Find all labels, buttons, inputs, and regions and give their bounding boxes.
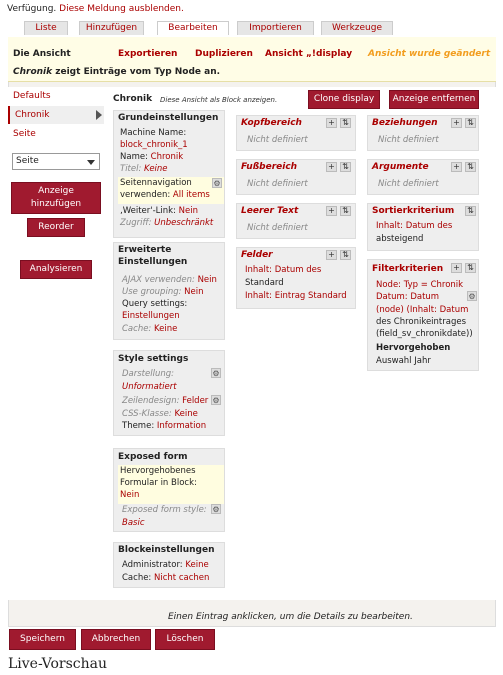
tab-bar bbox=[0, 19, 503, 37]
exposed-form-section bbox=[113, 448, 225, 532]
sidebar-item-seite[interactable]: Seite bbox=[8, 125, 104, 143]
header-area-empty: Nicht definiert bbox=[247, 135, 308, 145]
exposed-line-1: Hervorgehobenes bbox=[120, 466, 196, 476]
ajax-setting[interactable] bbox=[122, 275, 217, 285]
filter-item-date[interactable]: Datum: Datum bbox=[376, 292, 440, 302]
footer-area-empty: Nicht definiert bbox=[247, 179, 308, 189]
block-admin-label: Administrator: bbox=[122, 560, 183, 570]
block-cache-value: Nicht cachen bbox=[154, 573, 210, 583]
filter-item-date-detail-3: (field_sv_chronikdate)) bbox=[376, 329, 473, 339]
exposed-block-setting[interactable] bbox=[118, 465, 224, 504]
sort-icon[interactable]: ⇅ bbox=[340, 206, 351, 216]
access-label: Zugriff: bbox=[120, 218, 152, 228]
field-item-date[interactable]: Inhalt: Datum des bbox=[245, 265, 322, 275]
cache-label: Cache: bbox=[122, 324, 152, 334]
display-title: Chronik bbox=[113, 94, 153, 104]
theme-label: Theme: bbox=[122, 421, 155, 431]
hide-message-link[interactable]: Diese Meldung ausblenden. bbox=[59, 4, 184, 14]
title-value: Keine bbox=[144, 164, 168, 174]
arguments-title: Argumente bbox=[372, 162, 429, 172]
row-style-value: Felder bbox=[182, 396, 209, 406]
more-link-label: ‚Weiter'-Link: bbox=[120, 206, 176, 216]
field-item-date-standard: Standard bbox=[245, 278, 284, 288]
fields-title: Felder bbox=[241, 250, 273, 260]
status-text: Verfügung. bbox=[7, 4, 57, 14]
exposed-form-title: Exposed form bbox=[118, 452, 188, 462]
status-message bbox=[7, 4, 184, 14]
access-value: Unbeschränkt bbox=[154, 218, 214, 228]
relationships-title: Beziehungen bbox=[372, 118, 438, 128]
field-item-entry[interactable]: Inhalt: Eintrag Standard bbox=[245, 291, 347, 301]
gear-icon[interactable]: ⚙ bbox=[212, 396, 220, 405]
sort-item-date[interactable]: Inhalt: Datum des bbox=[376, 221, 453, 231]
display-type-select[interactable] bbox=[12, 153, 100, 170]
footer-area-section bbox=[236, 159, 356, 195]
grouping-value: Nein bbox=[184, 287, 204, 297]
empty-text-title: Leerer Text bbox=[241, 206, 299, 216]
grouping-setting[interactable] bbox=[122, 287, 204, 297]
display-hint: Diese Ansicht als Block anzeigen. bbox=[160, 96, 278, 104]
plus-icon[interactable]: + bbox=[451, 118, 462, 128]
exposed-value: Nein bbox=[120, 490, 140, 500]
filter-item-type[interactable]: Node: Typ = Chronik bbox=[376, 280, 464, 290]
relationships-section bbox=[367, 115, 479, 151]
edit-hint: Einen Eintrag anklicken, um die Details zu bearbeiten. bbox=[168, 612, 413, 622]
cache-setting[interactable] bbox=[122, 324, 177, 334]
ajax-value: Nein bbox=[197, 275, 217, 285]
fields-section bbox=[236, 247, 356, 309]
sort-icon[interactable]: ⇅ bbox=[340, 162, 351, 172]
cache-value: Keine bbox=[154, 324, 178, 334]
live-preview-heading: Live-Vorschau bbox=[8, 656, 108, 672]
pager-label-2: verwenden: bbox=[120, 190, 171, 200]
tab-importieren[interactable]: Importieren bbox=[237, 21, 314, 35]
exposed-style-label-text: Exposed form style: bbox=[122, 505, 207, 515]
header-area-title: Kopfbereich bbox=[241, 118, 302, 128]
arguments-section bbox=[367, 159, 479, 195]
gear-icon[interactable]: ⚙ bbox=[468, 292, 476, 301]
css-class-setting[interactable] bbox=[122, 409, 198, 419]
advanced-settings-section bbox=[113, 242, 225, 340]
more-link-setting[interactable] bbox=[120, 206, 198, 216]
ajax-label: AJAX verwenden: bbox=[122, 275, 195, 285]
duplicate-link[interactable]: Duplizieren bbox=[195, 49, 253, 59]
sort-icon[interactable]: ⇅ bbox=[340, 250, 351, 260]
arrow-right-icon bbox=[96, 110, 102, 120]
chevron-down-icon bbox=[87, 160, 95, 165]
empty-text-section bbox=[236, 203, 356, 239]
css-class-label: CSS-Klasse: bbox=[122, 409, 172, 419]
remove-display-button[interactable]: Anzeige entfernen bbox=[389, 90, 479, 109]
pager-setting[interactable] bbox=[118, 177, 224, 204]
block-cache-label: Cache: bbox=[122, 573, 152, 583]
filter-criteria-section bbox=[367, 259, 479, 371]
advanced-title-2: Einstellungen bbox=[118, 257, 188, 267]
block-settings-section bbox=[113, 542, 225, 588]
machine-name[interactable] bbox=[120, 128, 186, 138]
advanced-title-1: Erweiterte bbox=[118, 245, 172, 255]
view-changed-notice: Ansicht wurde geändert bbox=[368, 49, 491, 59]
clone-display-button[interactable]: Clone display bbox=[308, 90, 380, 109]
add-display-button[interactable]: Anzeige hinzufügen bbox=[11, 182, 101, 214]
relationships-empty: Nicht definiert bbox=[378, 135, 439, 145]
name-setting[interactable] bbox=[120, 152, 183, 162]
display-format-value[interactable]: Unformatiert bbox=[122, 382, 177, 392]
basic-settings-section bbox=[113, 110, 225, 238]
arguments-empty: Nicht definiert bbox=[378, 179, 439, 189]
row-style-setting[interactable] bbox=[122, 396, 208, 406]
view-description bbox=[13, 67, 220, 77]
machine-name-value[interactable]: block_chronik_1 bbox=[120, 140, 188, 150]
sort-criteria-title: Sortierkriterium bbox=[372, 206, 455, 216]
block-admin-value: Keine bbox=[185, 560, 209, 570]
sort-icon[interactable]: ⇅ bbox=[465, 118, 476, 128]
exposed-style-value[interactable]: Basic bbox=[122, 518, 145, 528]
filter-item-date-detail-1: (node) (Inhalt: Datum bbox=[376, 305, 469, 315]
title-label: Titel: bbox=[120, 164, 142, 174]
pager-label-1: Seitennavigation bbox=[120, 178, 192, 188]
sort-item-direction: absteigend bbox=[376, 234, 424, 244]
name-label: Name: bbox=[120, 152, 148, 162]
view-header bbox=[8, 37, 496, 82]
tab-hinzufuegen[interactable]: Hinzufügen bbox=[79, 21, 144, 35]
sidebar-item-chronik-label: Chronik bbox=[15, 110, 50, 120]
display-format-label-text: Darstellung: bbox=[122, 369, 174, 379]
analyze-button[interactable]: Analysieren bbox=[20, 260, 92, 279]
cancel-button[interactable]: Abbrechen bbox=[81, 629, 151, 650]
tab-bearbeiten[interactable]: Bearbeiten bbox=[157, 21, 229, 35]
block-cache-setting[interactable] bbox=[122, 573, 209, 583]
gear-icon[interactable]: ⚙ bbox=[212, 505, 220, 514]
row-style-label: Zeilendesign: bbox=[122, 396, 180, 406]
query-settings-label: Query settings: bbox=[122, 299, 188, 309]
tab-liste[interactable]: Liste bbox=[24, 21, 68, 35]
exposed-style-label[interactable] bbox=[122, 505, 207, 515]
theme-value: Information bbox=[156, 421, 207, 431]
view-description-name: Chronik bbox=[13, 67, 53, 77]
sort-icon[interactable]: ⇅ bbox=[465, 263, 476, 273]
plus-icon[interactable]: + bbox=[326, 162, 337, 172]
grouping-label: Use grouping: bbox=[122, 287, 182, 297]
access-setting[interactable] bbox=[120, 218, 213, 228]
name-value: Chronik bbox=[150, 152, 184, 162]
sort-icon[interactable]: ⇅ bbox=[340, 118, 351, 128]
delete-button[interactable]: Löschen bbox=[155, 629, 215, 650]
gear-icon[interactable]: ⚙ bbox=[213, 179, 221, 188]
filter-criteria-title: Filterkriterien bbox=[372, 264, 444, 274]
plus-icon[interactable]: + bbox=[326, 206, 337, 216]
display-format-label[interactable] bbox=[122, 369, 174, 379]
filter-item-date-detail-2: des Chronikeintrages bbox=[376, 317, 467, 327]
header-area-section bbox=[236, 115, 356, 151]
view-description-text: zeigt Einträge vom Typ Node an. bbox=[52, 67, 221, 77]
sort-icon[interactable]: ⇅ bbox=[465, 206, 476, 216]
sort-criteria-section bbox=[367, 203, 479, 251]
gear-icon[interactable]: ⚙ bbox=[212, 369, 220, 378]
empty-text-empty: Nicht definiert bbox=[247, 223, 308, 233]
block-admin-setting[interactable] bbox=[122, 560, 209, 570]
plus-icon[interactable]: + bbox=[326, 250, 337, 260]
view-header-title: Die Ansicht bbox=[13, 49, 71, 59]
sort-icon[interactable]: ⇅ bbox=[465, 162, 476, 172]
view-display-link[interactable]: Ansicht „!display bbox=[265, 49, 353, 59]
export-link[interactable]: Exportieren bbox=[118, 49, 178, 59]
sidebar-item-chronik[interactable] bbox=[8, 106, 104, 124]
reorder-button[interactable]: Reorder bbox=[27, 218, 85, 237]
style-settings-title: Style settings bbox=[118, 354, 189, 364]
tab-werkzeuge[interactable]: Werkzeuge bbox=[321, 21, 393, 35]
style-settings-section bbox=[113, 350, 225, 436]
plus-icon[interactable]: + bbox=[451, 263, 462, 273]
save-button[interactable]: Speichern bbox=[9, 629, 76, 650]
filter-item-highlighted[interactable]: Hervorgehoben bbox=[376, 343, 451, 353]
basic-settings-title: Grundeinstellungen bbox=[118, 113, 219, 123]
exposed-line-2: Formular in Block: bbox=[120, 478, 197, 488]
filter-item-year[interactable]: Auswahl Jahr bbox=[376, 356, 431, 366]
css-class-value: Keine bbox=[174, 409, 198, 419]
more-link-value: Nein bbox=[178, 206, 198, 216]
sidebar-item-defaults[interactable]: Defaults bbox=[8, 87, 104, 105]
plus-icon[interactable]: + bbox=[451, 162, 462, 172]
footer-area-title: Fußbereich bbox=[241, 162, 298, 172]
display-type-value: Seite bbox=[16, 156, 39, 166]
pager-value: All items bbox=[172, 190, 210, 200]
block-settings-title: Blockeinstellungen bbox=[118, 545, 215, 555]
machine-name-label: Machine Name: bbox=[120, 128, 187, 138]
plus-icon[interactable]: + bbox=[326, 118, 337, 128]
query-settings-link[interactable]: Einstellungen bbox=[122, 311, 180, 321]
theme-setting[interactable] bbox=[122, 421, 206, 431]
title-setting[interactable] bbox=[120, 164, 168, 174]
